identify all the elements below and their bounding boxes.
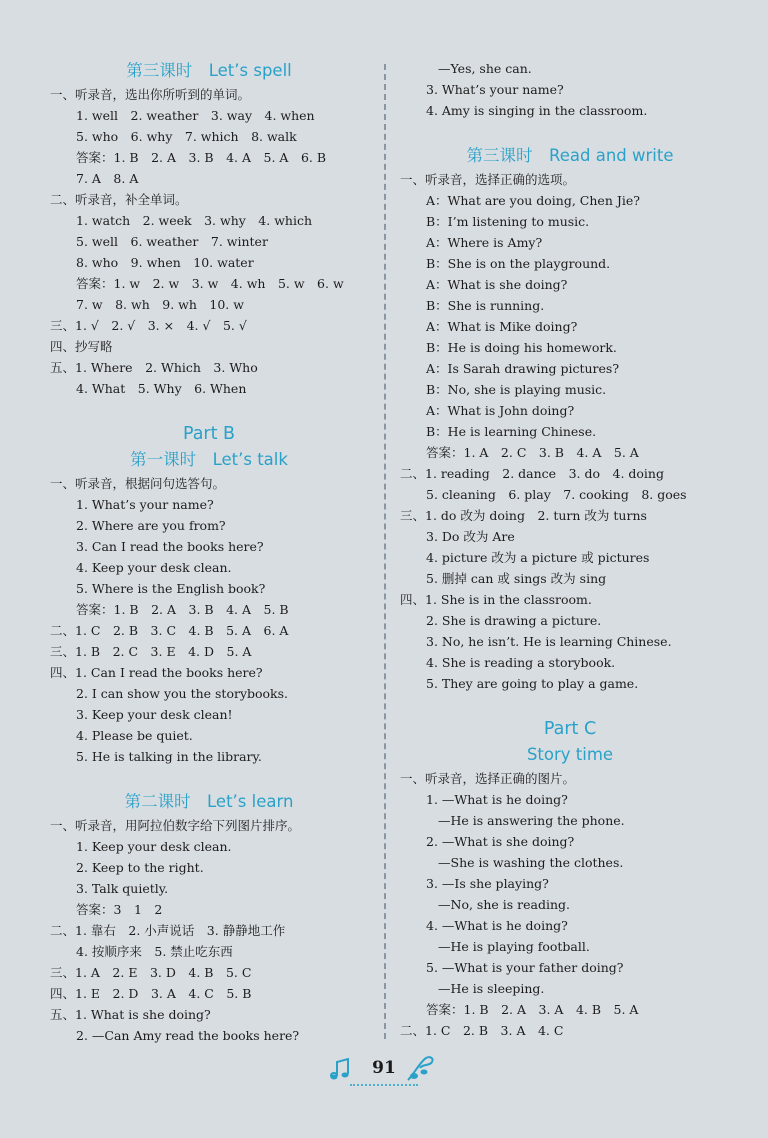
- text-line: A：What is she doing?: [426, 277, 568, 292]
- text-line: 一、听录音，根据问句选答句。: [50, 476, 226, 491]
- text-line: 3. Can I read the books here?: [76, 539, 264, 554]
- text-line: 三、1. A 2. E 3. D 4. B 5. C: [50, 965, 252, 980]
- section-heading: Part C: [543, 719, 597, 739]
- text-line: 四、1. E 2. D 3. A 4. C 5. B: [50, 986, 252, 1001]
- music-note-left-icon: [328, 1056, 358, 1084]
- text-line: 五、1. Where 2. Which 3. Who: [50, 360, 258, 375]
- text-line: 5. who 6. why 7. which 8. walk: [76, 129, 297, 144]
- text-line: —He is answering the phone.: [438, 813, 625, 828]
- text-line: 三、1. do 改为 doing 2. turn 改为 turns: [400, 508, 647, 523]
- text-line: 5. —What is your father doing?: [426, 960, 624, 975]
- text-line: 2. —What is she doing?: [426, 834, 575, 849]
- text-line: 1. well 2. weather 3. way 4. when: [76, 108, 315, 123]
- text-line: 7. A 8. A: [76, 171, 139, 186]
- text-line: —No, she is reading.: [438, 897, 570, 912]
- text-line: 3. Do 改为 Are: [426, 529, 515, 544]
- text-line: 二、1. reading 2. dance 3. do 4. doing: [400, 466, 664, 481]
- text-line: A：What are you doing, Chen Jie?: [426, 193, 640, 208]
- text-line: 7. w 8. wh 9. wh 10. w: [76, 297, 244, 312]
- text-line: 5. They are going to play a game.: [426, 676, 639, 691]
- text-line: 2. —Can Amy read the books here?: [76, 1028, 300, 1043]
- text-line: —He is sleeping.: [438, 981, 545, 996]
- text-line: 四、1. Can I read the books here?: [50, 665, 263, 680]
- left-column: [50, 58, 368, 1046]
- text-line: 4. picture 改为 a picture 或 pictures: [426, 550, 650, 565]
- text-line: 3. Talk quietly.: [76, 881, 169, 896]
- section-heading: 第一课时 Let’s talk: [130, 450, 288, 469]
- text-line: 4. —What is he doing?: [426, 918, 568, 933]
- text-line: 2. I can show you the storybooks.: [76, 686, 289, 701]
- text-line: 四、抄写略: [50, 339, 113, 354]
- text-line: 1. —What is he doing?: [426, 792, 568, 807]
- section-heading: Part B: [182, 424, 236, 444]
- text-line: 二、1. 靠右 2. 小声说话 3. 静静地工作: [50, 923, 286, 938]
- text-line: 5. cleaning 6. play 7. cooking 8. goes: [426, 487, 687, 502]
- text-line: 5. 删掉 can 或 sings 改为 sing: [426, 571, 607, 586]
- text-line: B：I’m listening to music.: [426, 214, 590, 229]
- section-heading: 第三课时 Read and write: [466, 146, 674, 165]
- text-line: 四、1. She is in the classroom.: [400, 592, 592, 607]
- text-line: 答案：1. B 2. A 3. A 4. B 5. A: [426, 1002, 639, 1017]
- text-line: 3. No, he isn’t. He is learning Chinese.: [426, 634, 672, 649]
- text-line: 4. 按顺序来 5. 禁止吃东西: [76, 944, 233, 959]
- section-heading: 第三课时 Let’s spell: [126, 61, 292, 80]
- spacer: [400, 121, 740, 143]
- text-line: B：He is learning Chinese.: [426, 424, 597, 439]
- spacer: [50, 399, 368, 421]
- section-heading: Story time: [526, 745, 614, 764]
- text-line: 5. Where is the English book?: [76, 581, 266, 596]
- text-line: 4. She is reading a storybook.: [426, 655, 616, 670]
- text-line: 二、1. C 2. B 3. A 4. C: [400, 1023, 564, 1038]
- text-line: 4. Amy is singing in the classroom.: [426, 103, 648, 118]
- text-line: 一、听录音，用阿拉伯数字给下列图片排序。: [50, 818, 301, 833]
- text-line: 二、1. C 2. B 3. C 4. B 5. A 6. A: [50, 623, 289, 638]
- text-line: 三、1. √ 2. √ 3. × 4. √ 5. √: [50, 318, 247, 333]
- text-line: 3. —Is she playing?: [426, 876, 549, 891]
- text-line: 二、听录音，补全单词。: [50, 192, 188, 207]
- page-number: 91: [372, 1058, 396, 1078]
- text-line: 一、听录音，选出你所听到的单词。: [50, 87, 251, 102]
- text-line: 2. She is drawing a picture.: [426, 613, 602, 628]
- music-note-right-icon: [404, 1054, 438, 1084]
- text-line: 3. What’s your name?: [426, 82, 564, 97]
- spacer: [50, 767, 368, 789]
- text-line: 五、1. What is she doing?: [50, 1007, 211, 1022]
- text-line: —Yes, she can.: [438, 61, 532, 76]
- text-line: 3. Keep your desk clean!: [76, 707, 233, 722]
- text-line: A：Where is Amy?: [426, 235, 543, 250]
- text-line: 答案：1. A 2. C 3. B 4. A 5. A: [426, 445, 639, 460]
- text-line: —She is washing the clothes.: [438, 855, 624, 870]
- text-line: A：What is Mike doing?: [426, 319, 578, 334]
- text-line: A：What is John doing?: [426, 403, 575, 418]
- text-line: 5. He is talking in the library.: [76, 749, 262, 764]
- text-line: B：No, she is playing music.: [426, 382, 607, 397]
- text-line: A：Is Sarah drawing pictures?: [426, 361, 620, 376]
- text-line: 4. Please be quiet.: [76, 728, 193, 743]
- text-line: 答案：3 1 2: [76, 902, 163, 917]
- text-line: 答案：1. w 2. w 3. w 4. wh 5. w 6. w: [76, 276, 344, 291]
- text-line: B：He is doing his homework.: [426, 340, 617, 355]
- text-line: 5. well 6. weather 7. winter: [76, 234, 268, 249]
- text-line: 8. who 9. when 10. water: [76, 255, 254, 270]
- column-divider: [384, 64, 386, 1039]
- text-line: 4. What 5. Why 6. When: [76, 381, 247, 396]
- page-number-underline: [350, 1084, 418, 1086]
- text-line: 答案：1. B 2. A 3. B 4. A 5. B: [76, 602, 289, 617]
- right-column: [400, 58, 740, 1041]
- text-line: 三、1. B 2. C 3. E 4. D 5. A: [50, 644, 252, 659]
- text-line: 1. Keep your desk clean.: [76, 839, 232, 854]
- page-footer: [0, 1050, 768, 1090]
- text-line: 2. Keep to the right.: [76, 860, 204, 875]
- text-line: 一、听录音，选择正确的图片。: [400, 771, 576, 786]
- text-line: 一、听录音，选择正确的选项。: [400, 172, 576, 187]
- text-line: —He is playing football.: [438, 939, 590, 954]
- text-line: 1. What’s your name?: [76, 497, 214, 512]
- text-line: 1. watch 2. week 3. why 4. which: [76, 213, 313, 228]
- text-line: B：She is on the playground.: [426, 256, 611, 271]
- spacer: [400, 694, 740, 716]
- text-line: 4. Keep your desk clean.: [76, 560, 232, 575]
- text-line: B：She is running.: [426, 298, 545, 313]
- text-line: 答案：1. B 2. A 3. B 4. A 5. A 6. B: [76, 150, 327, 165]
- section-heading: 第二课时 Let’s learn: [124, 792, 294, 811]
- text-line: 2. Where are you from?: [76, 518, 226, 533]
